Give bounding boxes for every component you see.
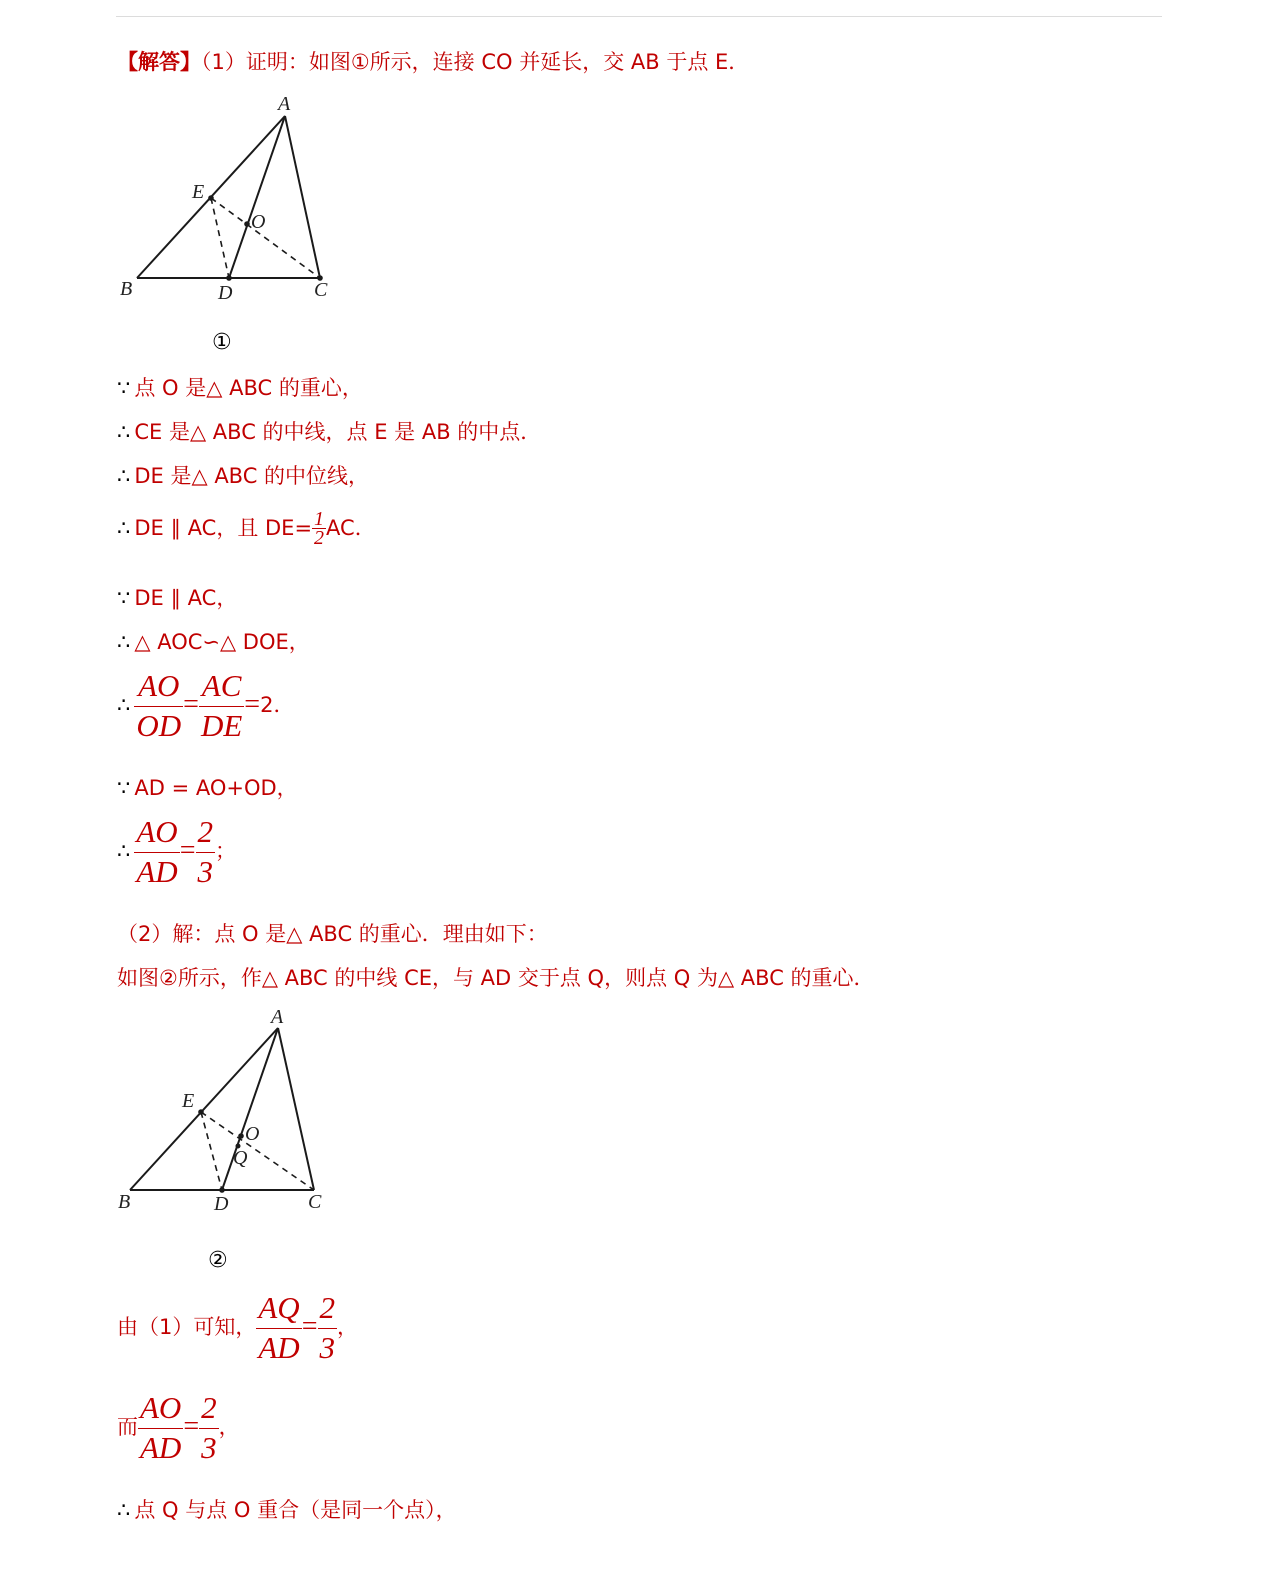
step-text: 由（1）可知， — [117, 1315, 257, 1339]
step-ad-sum — [117, 774, 298, 802]
frac-num: AC — [199, 666, 244, 707]
fig1-label-o: O — [251, 211, 266, 233]
therefore-symbol: ∴ — [117, 420, 131, 444]
top-divider — [116, 16, 1162, 17]
fraction-ao-ad — [134, 812, 179, 891]
step-similar-triangles — [117, 628, 310, 656]
frac-num: 2 — [196, 812, 216, 853]
step-text: △ AOC∽△ DOE， — [134, 630, 310, 654]
fig1-label-d: D — [218, 282, 233, 303]
step-text: 点 O 是△ ABC 的重心， — [134, 376, 363, 400]
therefore-symbol: ∴ — [117, 839, 131, 863]
fraction-ao-ad — [138, 1388, 183, 1467]
frac-den: 3 — [197, 853, 213, 889]
fig1-label-e: E — [192, 181, 205, 203]
because-symbol: ∵ — [117, 586, 131, 610]
frac-den: 3 — [319, 1329, 335, 1365]
because-symbol: ∵ — [117, 376, 131, 400]
step-text: AD = AO+OD， — [134, 776, 298, 800]
frac-num: AQ — [256, 1288, 301, 1329]
therefore-symbol: ∴ — [117, 516, 131, 540]
equals-sign: = — [244, 689, 261, 720]
part1-intro: （1）证明：如图①所示，连接 CO 并延长，交 AB 于点 E． — [201, 50, 750, 74]
step-text: 2． — [260, 693, 295, 717]
fraction-one-half — [312, 507, 326, 549]
fig1-label-a: A — [278, 93, 291, 115]
because-symbol: ∵ — [117, 776, 131, 800]
fig2-label-d: D — [214, 1193, 229, 1215]
frac-den: AD — [136, 853, 178, 889]
equals-sign: = — [183, 1411, 200, 1442]
step-centroid-given — [117, 374, 363, 402]
step-text: 而 — [117, 1415, 138, 1439]
frac-den: AD — [140, 1429, 182, 1465]
step-text: ； — [215, 839, 236, 863]
equals-sign: = — [301, 1311, 318, 1342]
fig2-label-o: O — [245, 1123, 260, 1145]
therefore-symbol: ∴ — [117, 693, 131, 717]
step-de-midline — [117, 462, 369, 490]
figure-1-caption: ① — [212, 330, 232, 355]
figure-1-triangle — [110, 88, 350, 303]
step-text: ， — [218, 1415, 240, 1439]
step-ratio-ao-ad — [117, 810, 236, 891]
answer-label: 【解答】 — [117, 50, 201, 74]
part2-intro: （2）解：点 O 是△ ABC 的重心．理由如下： — [117, 922, 548, 946]
step-ratio-ao-ad-2 — [117, 1386, 240, 1467]
frac-den: DE — [200, 707, 243, 743]
fraction-two-thirds — [196, 812, 216, 891]
answer-heading-line — [117, 48, 749, 76]
step-text: DE ∥ AC，且 DE= — [134, 516, 313, 540]
equals-sign: = — [183, 689, 199, 720]
therefore-symbol: ∴ — [117, 630, 131, 654]
part2-construction: 如图②所示，作△ ABC 的中线 CE，与 AD 交于点 Q，则点 Q 为△ ABC 的重心． — [117, 966, 875, 990]
fraction-ac-de — [199, 666, 244, 745]
step-text: CE 是△ ABC 的中线，点 E 是 AB 的中点． — [134, 420, 542, 444]
step-text: AC． — [326, 516, 376, 540]
frac-num: AO — [138, 1388, 183, 1429]
fig1-label-b: B — [120, 278, 133, 300]
fig1-label-c: C — [314, 279, 328, 301]
fig2-label-c: C — [308, 1191, 322, 1213]
fig2-label-q: Q — [233, 1147, 248, 1169]
step-text: DE ∥ AC， — [134, 586, 238, 610]
step-text: ， — [337, 1315, 358, 1339]
therefore-symbol: ∴ — [117, 464, 131, 488]
figure-2-caption: ② — [208, 1248, 228, 1273]
fraction-ao-od — [134, 666, 183, 745]
fraction-two-thirds — [318, 1288, 338, 1367]
step-text: DE 是△ ABC 的中位线， — [134, 464, 370, 488]
frac-num: AO — [134, 812, 179, 853]
frac-num: AO — [134, 666, 183, 707]
frac-den: 3 — [201, 1429, 217, 1465]
therefore-symbol: ∴ — [117, 1498, 131, 1522]
step-ratio-ao-od — [117, 664, 294, 745]
frac-num: 2 — [318, 1288, 338, 1329]
step-de-parallel-ac — [117, 584, 237, 612]
figure-2-triangle — [110, 1004, 350, 1219]
fraction-aq-ad — [256, 1288, 301, 1367]
frac-den: AD — [258, 1329, 300, 1365]
equals-sign: = — [179, 835, 196, 866]
step-ratio-aq-ad — [117, 1286, 358, 1367]
fig2-label-a: A — [271, 1006, 284, 1028]
frac-den: OD — [136, 707, 182, 743]
frac-num: 2 — [199, 1388, 219, 1429]
step-text: 点 Q 与点 O 重合（是同一个点）， — [134, 1498, 457, 1522]
step-conclusion — [117, 1496, 457, 1524]
fraction-two-thirds — [199, 1388, 219, 1467]
frac-den: 2 — [314, 526, 325, 549]
fig2-label-e: E — [182, 1090, 195, 1112]
step-de-parallel-half — [117, 502, 376, 553]
step-ce-median — [117, 418, 541, 446]
frac-num: 1 — [314, 507, 325, 530]
fig2-label-b: B — [118, 1191, 131, 1213]
